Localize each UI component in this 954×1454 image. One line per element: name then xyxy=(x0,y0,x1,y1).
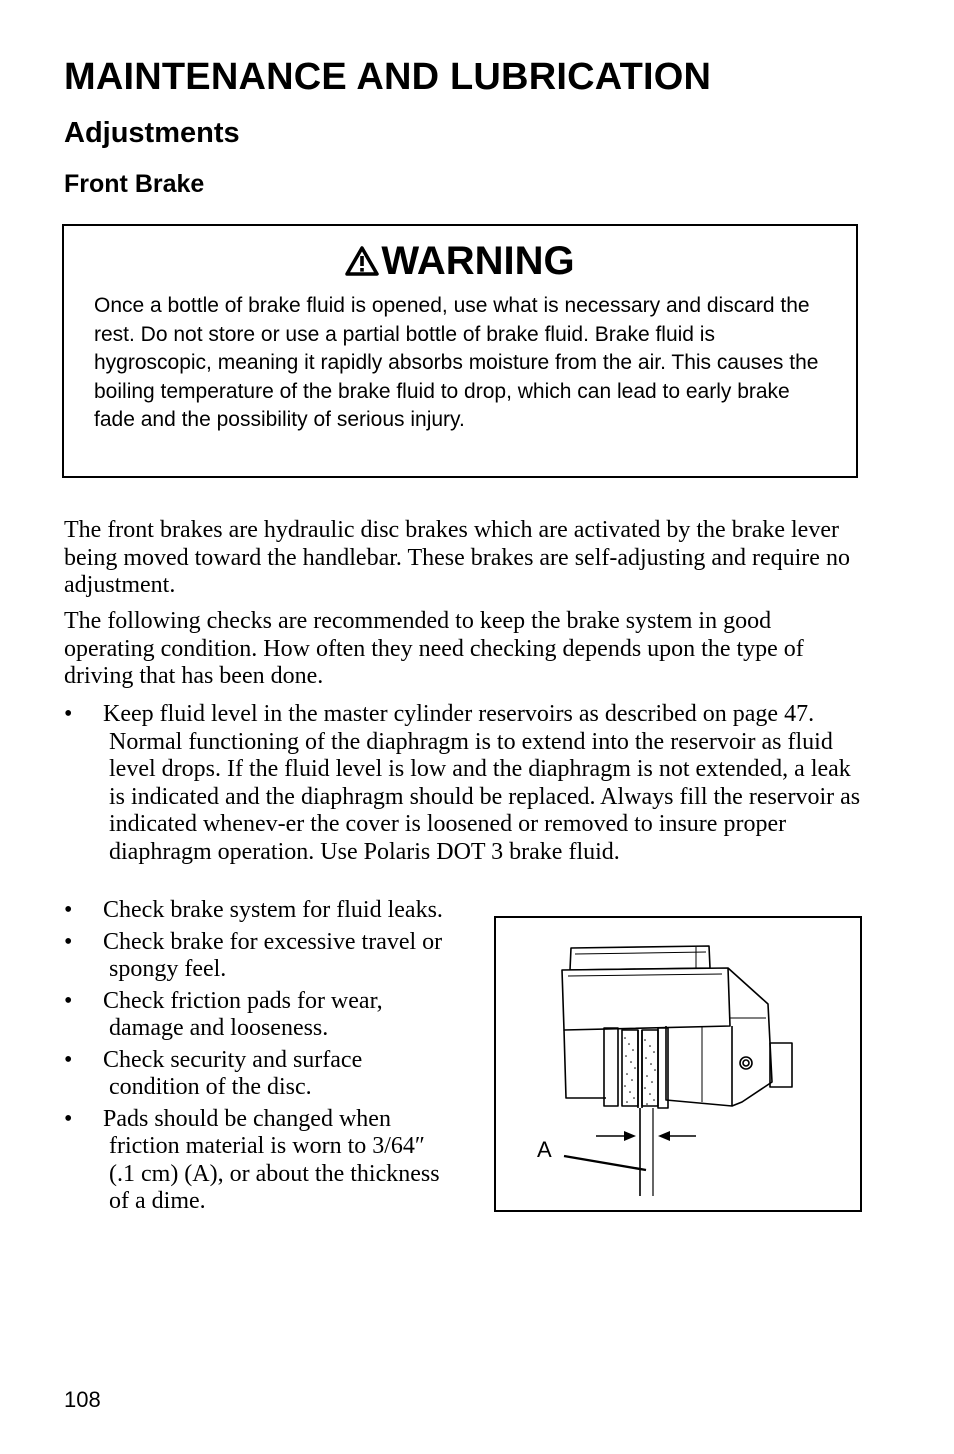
bullet-text: Check friction pads for wear, damage and looseness. xyxy=(103,987,383,1041)
paragraph-front-brakes: The front brakes are hydraulic disc brakes which are activated by the brake lever being moved toward the handlebar. These brakes are self-adjusting and require no adjustment. xyxy=(64,517,850,598)
bullet-text: Pads should be changed when friction material is worn to 3/64″ (.1 cm) (A), or about the thickness of a dime. xyxy=(103,1105,440,1214)
bullet-marker: • xyxy=(64,897,73,923)
list-item xyxy=(64,897,454,925)
bullet-text: Keep fluid level in the master cylinder reservoirs as described on page 47. Normal functioning of the diaphragm is to extend into the reservoir as fluid level drops. If the fluid level is low and the diaphragm is not extended, a leak is indicated and the diaphragm should be replaced. Always fill the reservoir as indicated whenev-er the cover is loosened or removed to insure proper diaphragm operation. Use Polaris DOT 3 brake fluid. xyxy=(103,701,861,865)
subsection-title: Front Brake xyxy=(64,170,205,198)
paragraph-recommended-checks: The following checks are recommended to keep the brake system in good operating condition. How often they need checking depends upon the type of driving that has been done. xyxy=(64,608,804,689)
warning-heading-text: WARNING xyxy=(381,239,575,283)
list-item xyxy=(64,1106,454,1216)
bullet-marker: • xyxy=(64,1046,73,1073)
chapter-title: MAINTENANCE AND LUBRICATION xyxy=(64,56,712,98)
list-item xyxy=(64,929,454,984)
bullet-marker: • xyxy=(64,1105,73,1132)
bullet-text: Check brake for excessive travel or spongy feel. xyxy=(103,928,443,982)
brake-caliper-figure xyxy=(494,916,862,1212)
warning-triangle-icon xyxy=(345,246,379,276)
bullet-list-checks xyxy=(64,897,454,1220)
warning-box xyxy=(62,224,858,478)
list-item xyxy=(64,701,864,866)
bullet-text: Check security and surface condition of the disc. xyxy=(103,1046,363,1100)
brake-caliper-illustration xyxy=(496,918,860,1210)
figure-label-a: A xyxy=(537,1137,552,1162)
section-title: Adjustments xyxy=(64,117,240,149)
bullet-marker: • xyxy=(64,987,73,1014)
list-item xyxy=(64,1047,454,1102)
page-number: 108 xyxy=(64,1387,101,1412)
bullet-marker: • xyxy=(64,928,73,955)
warning-heading xyxy=(64,238,856,284)
bullet-list-reservoir xyxy=(64,701,864,869)
bullet-marker: • xyxy=(64,701,73,727)
bullet-text: Check brake system for fluid leaks. xyxy=(103,897,443,923)
warning-text: Once a bottle of brake fluid is opened, use what is necessary and discard the rest. Do not store or use a partial bottle of brake fluid. Brake fluid is hygroscopic, meaning it rapidly absorbs moisture from the air. This causes the boiling temperature of the brake fluid to drop, which can lead to early brake fade and the possibility of serious injury. xyxy=(94,294,819,432)
list-item xyxy=(64,988,454,1043)
